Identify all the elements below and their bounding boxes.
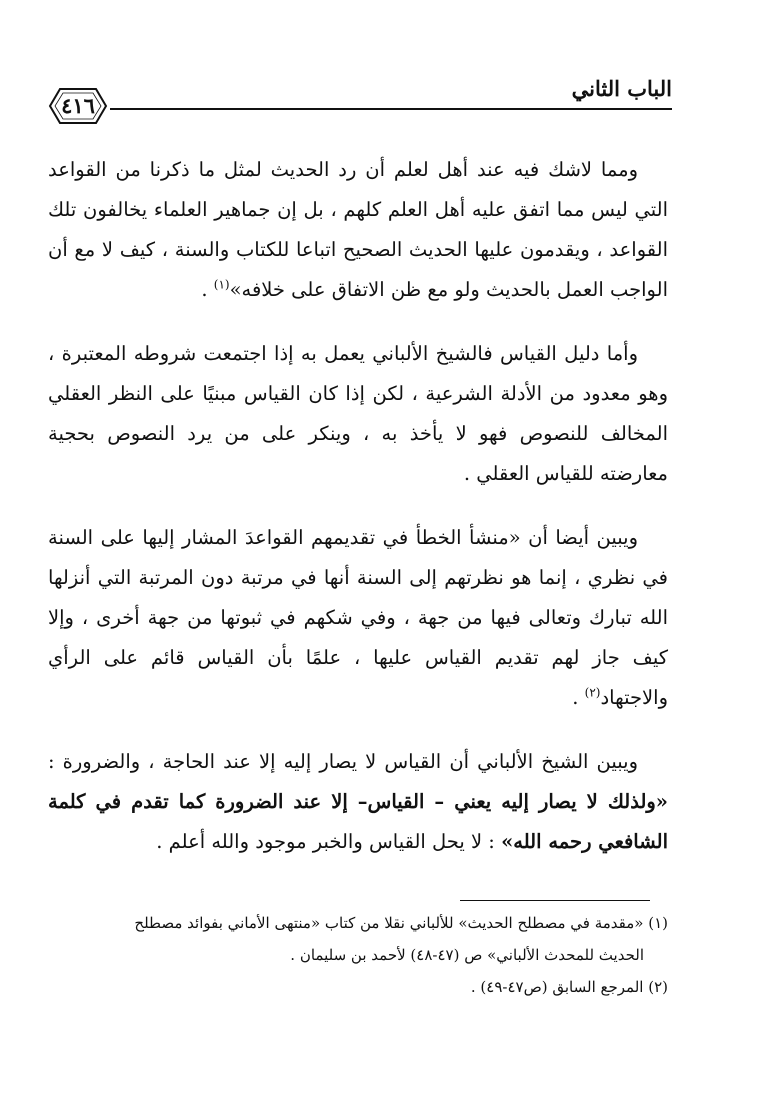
- paragraph-1-end: .: [201, 278, 214, 301]
- footnote-2: (٢) المرجع السابق (ص٤٧-٤٩) .: [470, 978, 668, 996]
- paragraph-3: [48, 518, 668, 718]
- footnote-1-line-2: الحديث للمحدث الألباني» ص (٤٧-٤٨) لأحمد بن سليمان .: [290, 946, 644, 964]
- body-text: [48, 150, 668, 886]
- paragraph-3-text: ويبين أيضا أن «منشأ الخطأ في تقديمهم القواعدَ المشار إليها على السنة في نظري ، إنما هو نظرتهم إلى السنة أنها في مرتبة دون المرتبة التي أنزلها الله تبارك وتعالى فيها من جهة ، وفي شكهم في ثبوتها من جهة أخرى ، وإلا كيف جاز لهم تقديم القياس عليها ، علمًا بأن القياس قائم على الرأي والاجتهاد: [48, 526, 668, 709]
- footnote-separator: [460, 900, 650, 901]
- paragraph-3-end: .: [572, 686, 585, 709]
- footnote-1-line-1: (١) «مقدمة في مصطلح الحديث» للألباني نقلا من كتاب «منتهى الأماني بفوائد مصطلح: [134, 914, 668, 932]
- page-number: ٤١٦: [61, 93, 95, 118]
- page-header: [52, 68, 672, 122]
- paragraph-4-end: : لا يحل القياس والخبر موجود والله أعلم .: [156, 830, 502, 853]
- paragraph-2-text: وأما دليل القياس فالشيخ الألباني يعمل به إذا اجتمعت شروطه المعتبرة ، وهو معدود من الأدلة الشرعية ، لكن إذا كان القياس مبنيًا على النظر العقلي المخالف للنصوص فهو لا يأخذ به ، وينكر على من يرد النصوص بحجية معارضته للقياس العقلي .: [48, 342, 668, 485]
- header-rule: [52, 108, 672, 110]
- paragraph-4-quote: «ولذلك لا يصار إليه يعني – القياس– إلا عند الضرورة كما تقدم في كلمة الشافعي رحمه الله»: [48, 790, 668, 853]
- paragraph-1: [48, 150, 668, 310]
- page-number-badge: [46, 86, 110, 126]
- paragraph-2: [48, 334, 668, 494]
- paragraph-1-text: ومما لاشك فيه عند أهل لعلم أن رد الحديث لمثل ما ذكرنا من القواعد التي ليس مما اتفق عليه أهل العلم كلهم ، بل إن جماهير العلماء يخالفون تلك القواعد ، ويقدمون عليها الحديث الصحيح اتباعا للكتاب والسنة ، كيف لا مع أن الواجب العمل بالحديث ولو مع ظن الاتفاق على خلافه»: [48, 158, 668, 301]
- paragraph-4: [48, 742, 668, 862]
- footnote-ref-1: (١): [213, 277, 230, 292]
- chapter-title: الباب الثاني: [571, 76, 672, 101]
- paragraph-4-intro: ويبين الشيخ الألباني أن القياس لا يصار إليه إلا عند الحاجة ، والضرورة :: [48, 750, 638, 773]
- footnotes: [48, 908, 668, 1004]
- footnote-ref-2: (٢): [584, 685, 601, 700]
